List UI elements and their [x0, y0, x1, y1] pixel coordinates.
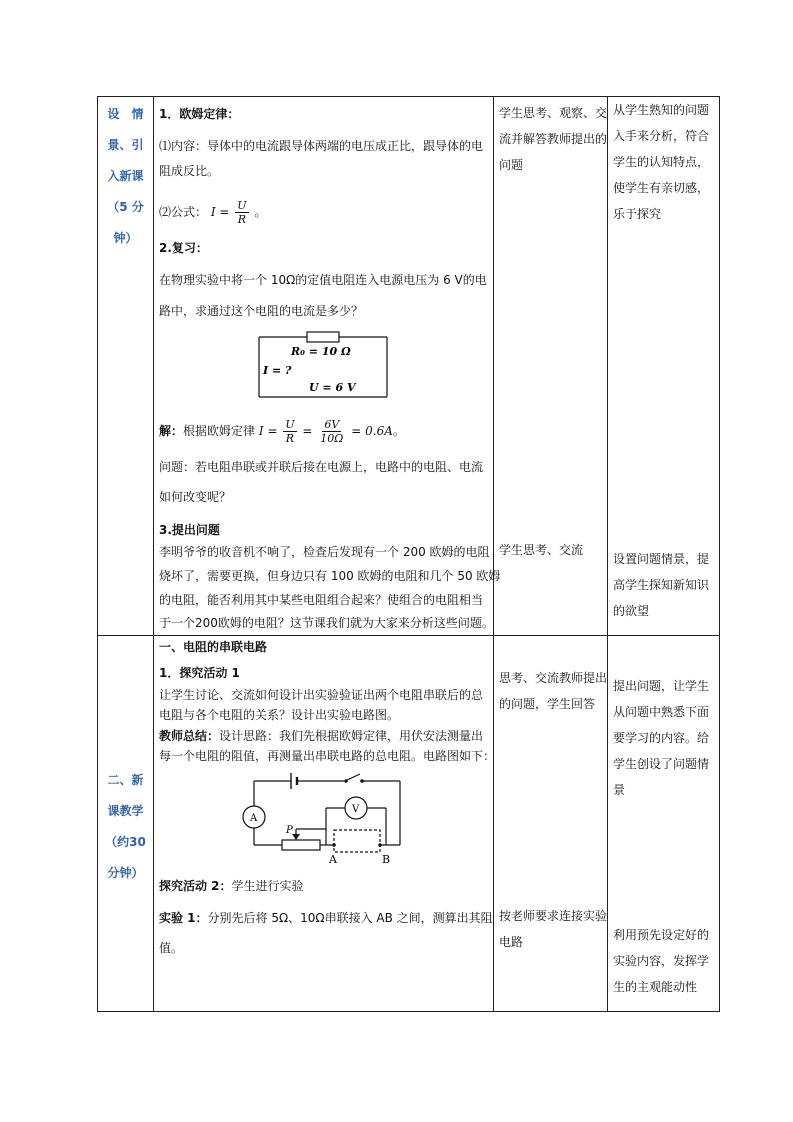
review-problem-cont: 路中，求通过这个电阻的电流是多少？: [159, 304, 364, 318]
pose-text: 于一个200欧姆的电阻？这节课我们就为大家来分析这些问题。: [159, 616, 494, 630]
activity2: [159, 875, 304, 897]
ohm-content: ⑴内容：导体中的电流跟导体两端的电压成正比，跟导体的电: [159, 139, 484, 153]
pose-text: 李明爷爷的收音机不响了，检查后发现有一个 200 欧姆的电阻: [159, 545, 490, 559]
summary-text: 设计思路：我们先根据欧姆定律，用伏安法测量出: [219, 729, 484, 743]
design-intent-4: 利用预先设定好的实验内容，发挥学生的主观能动性: [613, 928, 710, 994]
activity1-text: 让学生讨论、交流如何设计出实验验证出两个电阻串联后的总: [159, 688, 484, 702]
pose-text: 的电阻，能否利用其中某些电阻组合起来？使组合的电阻相当: [159, 593, 484, 607]
formula-end: 。: [254, 205, 267, 219]
solution-end: 。: [392, 424, 405, 438]
column-divider: [493, 97, 494, 1011]
design-intent-1: 从学生熟知的问题入手来分析，符合学生的认知特点，使学生有亲切感，乐于探究: [613, 103, 710, 221]
numerator: 6V: [324, 418, 340, 431]
solution-label: 解：: [159, 424, 184, 438]
denominator: R: [237, 213, 247, 226]
denominator: 10Ω: [320, 432, 344, 445]
activity2-text: 学生进行实验: [231, 879, 304, 893]
test-resistor-box: [334, 830, 380, 852]
phase-text: 设 情: [107, 107, 144, 121]
circuit-resistance-label: R₀ = 10 Ω: [291, 345, 351, 358]
rheostat-symbol: [282, 840, 320, 850]
student-activity-2: 学生思考、交流: [499, 543, 584, 557]
column-divider: [153, 97, 154, 1011]
phase-text: （约30: [105, 835, 146, 849]
solution-lhs: I: [258, 424, 264, 438]
voltmeter-label: V: [352, 804, 360, 815]
phase-text: 二、新: [107, 773, 144, 787]
experiment1-cont: 值。: [159, 941, 184, 955]
solution-result: = 0.6A: [351, 424, 393, 438]
student-activity-1: 学生思考、观察、交流并解答教师提出的问题: [499, 106, 608, 172]
ohm-content-cont: 阻成反比。: [159, 164, 220, 178]
teacher-summary-cont: 每一个电阻的阻值，再测量出串联电路的总电阻。电路图如下：: [159, 749, 496, 763]
point-b-label: B: [382, 853, 391, 866]
student-activity-4: 按老师要求连接实验电路: [499, 909, 608, 949]
numerator: U: [285, 418, 295, 431]
formula-lhs: I: [210, 205, 216, 219]
series-heading: 一、电阻的串联电路: [159, 640, 268, 654]
ohm-heading: 1．欧姆定律：: [159, 107, 240, 121]
review-solution: 解：根据欧姆定律 I = $\frac{U}{R}$ = $\frac{6V}{10\Omega}$ = 0.6A。: [159, 418, 405, 445]
numerator: U: [237, 199, 247, 212]
exp1-label: 实验 1：: [159, 911, 208, 925]
solution-text: 根据欧姆定律: [183, 424, 256, 438]
resistor-symbol: [307, 332, 339, 342]
activity1-text-cont: 电阻与各个电阻的关系？设计出实验电路图。: [159, 708, 400, 722]
experiment1: [159, 907, 493, 929]
solution-fraction-2: [318, 418, 345, 445]
circuit-voltage-label: U = 6 V: [309, 381, 356, 394]
phase-label-intro: [98, 99, 153, 254]
phase-text: 钟）: [113, 231, 138, 245]
student-activity-3: 思考、交流教师提出的问题，学生回答: [499, 671, 608, 711]
lesson-table: [97, 96, 720, 1012]
pose-heading: 3.提出问题: [159, 523, 220, 537]
ohm-formula: ⑵公式： I = $\frac{U}{R}$ 。: [159, 199, 267, 226]
review-circuit-diagram: [253, 329, 393, 401]
phase-text: （5 分: [107, 200, 144, 214]
point-a-label: A: [329, 853, 337, 866]
denominator: R: [285, 432, 295, 445]
column-divider: [607, 97, 608, 1011]
phase-text: 景、引: [107, 138, 144, 152]
design-intent-3: 提出问题，让学生从问题中熟悉下面要学习的内容。给学生创设了问题情景: [613, 679, 710, 797]
pose-text: 烧坏了，需要更换，但身边只有 100 欧姆的电阻和几个 50 欧姆: [159, 569, 501, 583]
review-problem: 在物理实验中将一个 10Ω的定值电阻连入电源电压为 6 V的电: [159, 273, 487, 287]
teacher-summary: [159, 725, 483, 747]
activity1-heading: 1．探究活动 1: [159, 666, 240, 680]
ammeter-label: A: [250, 813, 258, 824]
slider-label: P: [286, 825, 293, 836]
formula-fraction: [235, 199, 248, 226]
circuit-current-label: I = ?: [263, 364, 292, 377]
review-heading: 2.复习：: [159, 241, 208, 255]
switch-symbol: [347, 774, 360, 780]
design-intent-2: 设置问题情景，提高学生探知新知识的欲望: [613, 552, 710, 618]
exp1-text: 分别先后将 5Ω、10Ω串联接入 AB 之间，测算出其阻: [207, 911, 493, 925]
phase-text: 分钟）: [107, 866, 144, 880]
phase-label-new-lesson: [98, 765, 153, 889]
formula-label: ⑵公式：: [159, 205, 208, 219]
activity2-label: 探究活动 2：: [159, 879, 232, 893]
phase-text: 入新课: [107, 169, 144, 183]
summary-label: 教师总结：: [159, 729, 220, 743]
solution-fraction-1: [283, 418, 296, 445]
series-circuit-diagram: [236, 767, 408, 867]
review-question-cont: 如何改变呢？: [159, 490, 232, 504]
phase-text: 课教学: [107, 804, 144, 818]
review-question: 问题：若电阻串联或并联后接在电源上，电路中的电阻、电流: [159, 460, 484, 474]
